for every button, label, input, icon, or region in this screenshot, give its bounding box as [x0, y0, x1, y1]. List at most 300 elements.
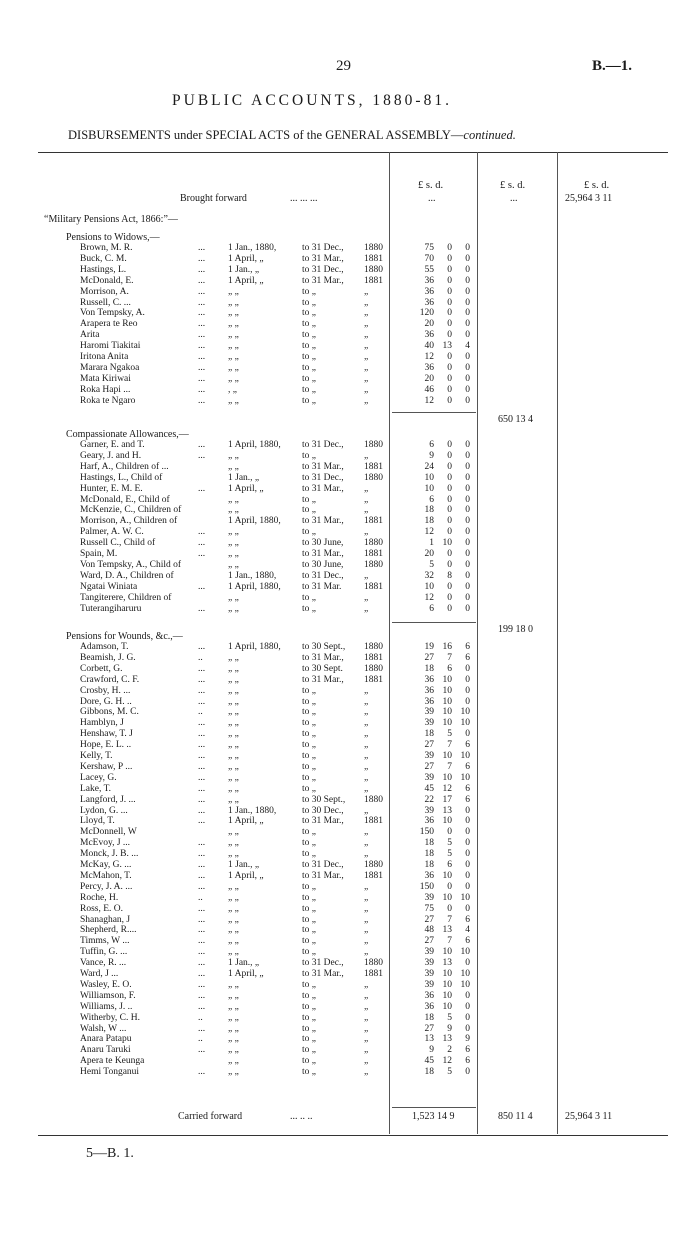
brought-forward-label: Brought forward: [180, 193, 247, 204]
table-row: [0, 958, 700, 969]
leader-dots: ...: [198, 1045, 206, 1056]
period-to: to „: [302, 341, 316, 352]
amount-shillings: 7: [447, 914, 452, 925]
brought-forward-dots: ... ... ...: [290, 193, 318, 204]
amount-pounds: 150: [419, 827, 434, 838]
payee-name: Lloyd, T.: [80, 816, 115, 827]
table-row: [0, 1045, 700, 1056]
leader-dots: ...: [198, 663, 206, 674]
amount-pounds: 36: [424, 990, 434, 1001]
period-year: „: [364, 990, 369, 1001]
payee-name: Morrison, A.: [80, 286, 129, 297]
carried-forward-col2: 850 11 4: [498, 1111, 533, 1122]
amount-pence: 0: [465, 505, 470, 516]
amount-pounds: 12: [424, 352, 434, 362]
table-row: [0, 904, 700, 915]
amount-pence: 6: [465, 1056, 470, 1067]
amount-pounds: 120: [419, 308, 434, 319]
amount-pence: 0: [465, 516, 470, 527]
payee-name: Crawford, C. F.: [80, 674, 140, 685]
table-row: [0, 773, 700, 784]
section-heading: Pensions to Widows,—: [66, 232, 160, 243]
period-to: to „: [302, 761, 316, 772]
period-from: „ „: [228, 652, 239, 663]
leader-dots: ...: [198, 450, 206, 461]
amount-shillings: 0: [447, 308, 452, 319]
amount-shillings: 12: [442, 783, 452, 794]
amount-pence: 6: [465, 936, 470, 947]
amount-pounds: 39: [424, 772, 434, 783]
amount-pence: 10: [460, 969, 470, 979]
period-to: to „: [302, 297, 316, 308]
period-year: „: [364, 947, 369, 958]
leader-dots: ...: [198, 1067, 206, 1078]
amount-shillings: 10: [442, 696, 452, 707]
amount-pounds: 10: [424, 472, 434, 483]
table-row: [0, 265, 700, 276]
amount-shillings: 10: [442, 707, 452, 718]
period-to: to „: [302, 849, 316, 860]
period-to: to „: [302, 308, 316, 319]
payee-name: McDonnell, W: [80, 827, 137, 838]
period-from: „ „: [228, 450, 239, 461]
period-to: to 31 Mar.,: [302, 969, 344, 979]
table-row: [0, 254, 700, 265]
payee-name: Kelly, T.: [80, 751, 113, 761]
table-row: [0, 451, 700, 462]
period-year: „: [364, 395, 369, 406]
period-to: to „: [302, 685, 316, 696]
period-year: „: [364, 483, 369, 494]
currency-header-2: £ s. d.: [500, 180, 526, 191]
amount-pounds: 20: [424, 319, 434, 330]
leader-dots: ...: [198, 903, 206, 914]
period-from: „ „: [228, 527, 239, 538]
period-to: to 30 Sept.,: [302, 794, 346, 805]
amount-pence: 6: [465, 652, 470, 663]
period-from: „ „: [228, 1034, 239, 1045]
payee-name: Ward, D. A., Children of: [80, 570, 174, 581]
amount-shillings: 5: [447, 729, 452, 740]
period-from: „ „: [228, 674, 239, 685]
amount-pounds: 27: [424, 914, 434, 925]
leader-dots: ...: [198, 696, 206, 707]
amount-pence: 0: [465, 1067, 470, 1078]
leader-dots: ..: [198, 707, 203, 718]
leader-dots: ...: [198, 1001, 206, 1012]
period-to: to 31 Dec.,: [302, 958, 344, 969]
period-from: „ „: [228, 549, 239, 559]
period-from: „ „: [228, 663, 239, 674]
subtitle-main: DISBURSEMENTS under SPECIAL ACTS of the GENERAL ASSEMBLY—: [68, 128, 464, 142]
period-to: to „: [302, 1067, 316, 1078]
amount-pence: 0: [465, 1001, 470, 1012]
period-from: 1 April, 1880,: [228, 516, 281, 527]
table-row: [0, 718, 700, 729]
amount-pence: 0: [465, 696, 470, 707]
period-to: to „: [302, 527, 316, 538]
amount-pence: 0: [465, 881, 470, 892]
period-to: to „: [302, 892, 316, 903]
period-to: to „: [302, 707, 316, 718]
period-year: „: [364, 892, 369, 903]
table-row: [0, 374, 700, 385]
amount-shillings: 0: [447, 472, 452, 483]
period-year: „: [364, 1012, 369, 1023]
period-year: 1881: [364, 652, 383, 663]
amount-pounds: 39: [424, 892, 434, 903]
amount-shillings: 5: [447, 1067, 452, 1078]
table-row: [0, 827, 700, 838]
period-to: to „: [302, 494, 316, 505]
amount-shillings: 17: [442, 794, 452, 805]
table-row: [0, 936, 700, 947]
amount-shillings: 0: [447, 505, 452, 516]
carried-forward-col1: 1,523 14 9: [412, 1111, 455, 1122]
period-to: to „: [302, 319, 316, 330]
leader-dots: ...: [198, 740, 206, 751]
table-row: [0, 675, 700, 686]
table-row: [0, 276, 700, 287]
amount-pounds: 36: [424, 286, 434, 297]
period-to: to „: [302, 881, 316, 892]
period-year: „: [364, 1001, 369, 1012]
period-to: to „: [302, 936, 316, 947]
period-from: „ „: [228, 592, 239, 603]
payee-name: Hemi Tonganui: [80, 1067, 140, 1078]
period-year: „: [364, 838, 369, 849]
amount-pounds: 39: [424, 969, 434, 979]
leader-dots: ...: [198, 395, 206, 406]
leader-dots: ...: [198, 603, 206, 614]
table-row: [0, 849, 700, 860]
payee-name: Marara Ngakoa: [80, 362, 140, 373]
payee-name: Morrison, A., Children of: [80, 516, 178, 527]
amount-shillings: 0: [447, 592, 452, 603]
period-to: to „: [302, 718, 316, 729]
leader-dots: ...: [198, 440, 206, 450]
period-year: „: [364, 1056, 369, 1067]
amount-shillings: 0: [447, 516, 452, 527]
table-row: [0, 925, 700, 936]
leader-dots: ...: [198, 243, 206, 253]
table-row: [0, 1002, 700, 1013]
leader-dots: ...: [198, 549, 206, 559]
amount-shillings: 0: [447, 275, 452, 286]
table-row: [0, 871, 700, 882]
period-from: „ „: [228, 362, 239, 373]
table-row: [0, 740, 700, 751]
page-number: 29: [336, 58, 351, 74]
period-from: 1 April, „: [228, 816, 264, 827]
table-row: [0, 538, 700, 549]
period-to: to „: [302, 783, 316, 794]
amount-pounds: 9: [429, 450, 434, 461]
period-year: „: [364, 729, 369, 740]
amount-shillings: 6: [447, 663, 452, 674]
amount-shillings: 0: [447, 253, 452, 264]
amount-shillings: 10: [442, 947, 452, 958]
amount-shillings: 10: [442, 990, 452, 1001]
period-to: to 31 Mar.,: [302, 516, 344, 527]
period-year: 1880: [364, 440, 383, 450]
amount-shillings: 10: [442, 772, 452, 783]
period-to: to 31 Mar.,: [302, 652, 344, 663]
amount-shillings: 12: [442, 1056, 452, 1067]
amount-pounds: 27: [424, 936, 434, 947]
leader-dots: ...: [198, 870, 206, 881]
amount-pence: 0: [465, 450, 470, 461]
period-year: „: [364, 592, 369, 603]
amount-pounds: 36: [424, 696, 434, 707]
amount-pence: 0: [465, 827, 470, 838]
payee-name: Shanaghan, J: [80, 914, 131, 925]
amount-pence: 0: [465, 461, 470, 472]
payee-name: Monck, J. B. ...: [80, 849, 139, 860]
amount-pence: 0: [465, 297, 470, 308]
period-from: 1 Jan., „: [228, 264, 260, 275]
period-year: „: [364, 1023, 369, 1034]
period-to: to 31 Mar.,: [302, 674, 344, 685]
amount-pence: 0: [465, 603, 470, 614]
table-row: [0, 795, 700, 806]
amount-pounds: 18: [424, 1012, 434, 1023]
period-year: „: [364, 979, 369, 990]
amount-pounds: 18: [424, 663, 434, 674]
period-from: 1 Jan., 1880,: [228, 570, 277, 581]
payee-name: Mata Kiriwai: [80, 373, 131, 384]
period-from: „ „: [228, 881, 239, 892]
period-year: „: [364, 740, 369, 751]
table-row: [0, 484, 700, 495]
payee-name: Corbett, G.: [80, 663, 123, 674]
subtotal-rule: [392, 622, 476, 623]
amount-pounds: 6: [429, 603, 434, 614]
amount-pence: 10: [460, 947, 470, 958]
payee-name: Williamson, F.: [80, 990, 136, 1001]
payee-name: Ward, J ...: [80, 969, 119, 979]
amount-pence: 10: [460, 772, 470, 783]
amount-pence: 0: [465, 264, 470, 275]
payee-name: Ross, E. O.: [80, 903, 124, 914]
table-row: [0, 363, 700, 374]
period-year: 1881: [364, 674, 383, 685]
period-year: „: [364, 805, 369, 816]
amount-pence: 0: [465, 903, 470, 914]
leader-dots: ...: [198, 275, 206, 286]
period-to: to „: [302, 1012, 316, 1023]
table-row: [0, 751, 700, 762]
period-year: „: [364, 685, 369, 696]
amount-pounds: 39: [424, 718, 434, 729]
period-to: to „: [302, 373, 316, 384]
period-to: to 30 June,: [302, 559, 344, 570]
amount-shillings: 0: [447, 319, 452, 330]
period-from: 1 April, 1880,: [228, 642, 281, 652]
amount-pounds: 75: [424, 903, 434, 914]
period-to: to 31 Dec.,: [302, 264, 344, 275]
amount-pence: 0: [465, 958, 470, 969]
period-to: to „: [302, 914, 316, 925]
payee-name: Arita: [80, 330, 100, 341]
amount-pence: 0: [465, 816, 470, 827]
period-year: „: [364, 772, 369, 783]
payee-name: Harf, A., Children of ...: [80, 461, 169, 472]
amount-pounds: 13: [424, 1034, 434, 1045]
amount-pence: 0: [465, 860, 470, 870]
payee-name: Roka Hapi ...: [80, 384, 131, 395]
period-to: to „: [302, 286, 316, 297]
amount-pounds: 24: [424, 461, 434, 472]
table-row: [0, 784, 700, 795]
period-to: to 31 Mar.,: [302, 461, 344, 472]
payee-name: Garner, E. and T.: [80, 440, 145, 450]
amount-shillings: 13: [442, 925, 452, 936]
payee-name: Beamish, J. G.: [80, 652, 136, 663]
payee-name: Ngatai Winiata: [80, 581, 138, 592]
period-year: „: [364, 570, 369, 581]
table-row: [0, 330, 700, 341]
amount-shillings: 7: [447, 761, 452, 772]
table-row: [0, 516, 700, 527]
leader-dots: ...: [198, 330, 206, 341]
leader-dots: ...: [198, 253, 206, 264]
table-row: [0, 991, 700, 1002]
amount-shillings: 10: [442, 969, 452, 979]
period-from: „ „: [228, 341, 239, 352]
amount-pounds: 18: [424, 838, 434, 849]
period-from: „ „: [228, 892, 239, 903]
payee-name: Iritona Anita: [80, 352, 129, 362]
period-from: „ „: [228, 286, 239, 297]
table-row: [0, 686, 700, 697]
leader-dots: ...: [198, 783, 206, 794]
amount-pence: 0: [465, 440, 470, 450]
table-row: [0, 308, 700, 319]
section-total: 199 18 0: [498, 624, 533, 635]
period-year: „: [364, 373, 369, 384]
leader-dots: ...: [198, 805, 206, 816]
period-year: 1881: [364, 253, 383, 264]
period-from: „ „: [228, 352, 239, 362]
amount-shillings: 0: [447, 483, 452, 494]
period-from: „ „: [228, 903, 239, 914]
period-from: „ „: [228, 838, 239, 849]
period-from: „ „: [228, 696, 239, 707]
amount-pounds: 39: [424, 805, 434, 816]
amount-pence: 0: [465, 362, 470, 373]
period-from: „ „: [228, 707, 239, 718]
payee-name: Percy, J. A. ...: [80, 881, 133, 892]
payee-name: Langford, J. ...: [80, 794, 136, 805]
period-to: to „: [302, 1045, 316, 1056]
amount-shillings: 10: [442, 718, 452, 729]
period-year: „: [364, 308, 369, 319]
payee-name: Hunter, E. M. E.: [80, 483, 143, 494]
amount-pence: 0: [465, 549, 470, 559]
period-to: to „: [302, 1001, 316, 1012]
leader-dots: ...: [198, 527, 206, 538]
subtitle-continued: continued.: [463, 128, 516, 142]
payee-name: Anaru Taruki: [80, 1045, 131, 1056]
leader-dots: ...: [198, 816, 206, 827]
table-row: [0, 980, 700, 991]
leader-dots: ...: [198, 794, 206, 805]
payee-name: Haromi Tiakitai: [80, 341, 141, 352]
period-to: to „: [302, 729, 316, 740]
period-year: 1880: [364, 472, 383, 483]
table-row: [0, 860, 700, 871]
brought-forward-col2: ...: [510, 193, 518, 204]
payee-name: McMahon, T.: [80, 870, 132, 881]
carried-forward-dots: ... .. ..: [290, 1111, 313, 1122]
amount-shillings: 7: [447, 652, 452, 663]
period-to: to 31 Mar.,: [302, 816, 344, 827]
payee-name: Hope, E. L. ..: [80, 740, 132, 751]
period-from: 1 April, „: [228, 483, 264, 494]
period-year: 1880: [364, 642, 383, 652]
table-row: [0, 341, 700, 352]
table-row: [0, 549, 700, 560]
amount-shillings: 0: [447, 384, 452, 395]
payee-name: Kershaw, P ...: [80, 761, 133, 772]
payee-name: Hamblyn, J: [80, 718, 124, 729]
amount-pence: 10: [460, 892, 470, 903]
table-row: [0, 1067, 700, 1078]
amount-shillings: 13: [442, 958, 452, 969]
period-from: „ „: [228, 1012, 239, 1023]
amount-pence: 6: [465, 914, 470, 925]
period-year: 1881: [364, 816, 383, 827]
amount-pence: 6: [465, 761, 470, 772]
amount-pounds: 39: [424, 707, 434, 718]
amount-pence: 0: [465, 243, 470, 253]
amount-pounds: 27: [424, 761, 434, 772]
payee-name: Wasley, E. O.: [80, 979, 132, 990]
amount-pounds: 5: [429, 559, 434, 570]
period-year: 1881: [364, 870, 383, 881]
leader-dots: ...: [198, 373, 206, 384]
payee-name: Spain, M.: [80, 549, 118, 559]
amount-pence: 6: [465, 783, 470, 794]
period-to: to 31 Mar.,: [302, 870, 344, 881]
amount-pence: 0: [465, 494, 470, 505]
leader-dots: ...: [198, 969, 206, 979]
period-year: 1881: [364, 461, 383, 472]
page-subtitle: [68, 128, 516, 143]
payee-name: Vance, R. ...: [80, 958, 127, 969]
amount-pounds: 19: [424, 642, 434, 652]
table-row: [0, 915, 700, 926]
payee-name: Hastings, L., Child of: [80, 472, 163, 483]
payee-name: Tuterangiharuru: [80, 603, 142, 614]
table-row: [0, 816, 700, 827]
amount-pounds: 10: [424, 483, 434, 494]
amount-pence: 0: [465, 870, 470, 881]
amount-pence: 0: [465, 581, 470, 592]
payee-name: Brown, M. R.: [80, 243, 133, 253]
payee-name: Timms, W ...: [80, 936, 130, 947]
leader-dots: ...: [198, 286, 206, 297]
period-to: to „: [302, 696, 316, 707]
amount-pounds: 36: [424, 1001, 434, 1012]
amount-pence: 0: [465, 308, 470, 319]
amount-shillings: 0: [447, 581, 452, 592]
amount-shillings: 0: [447, 903, 452, 914]
document-reference: B.—1.: [592, 58, 633, 74]
period-year: „: [364, 707, 369, 718]
payee-name: Williams, J. ..: [80, 1001, 133, 1012]
